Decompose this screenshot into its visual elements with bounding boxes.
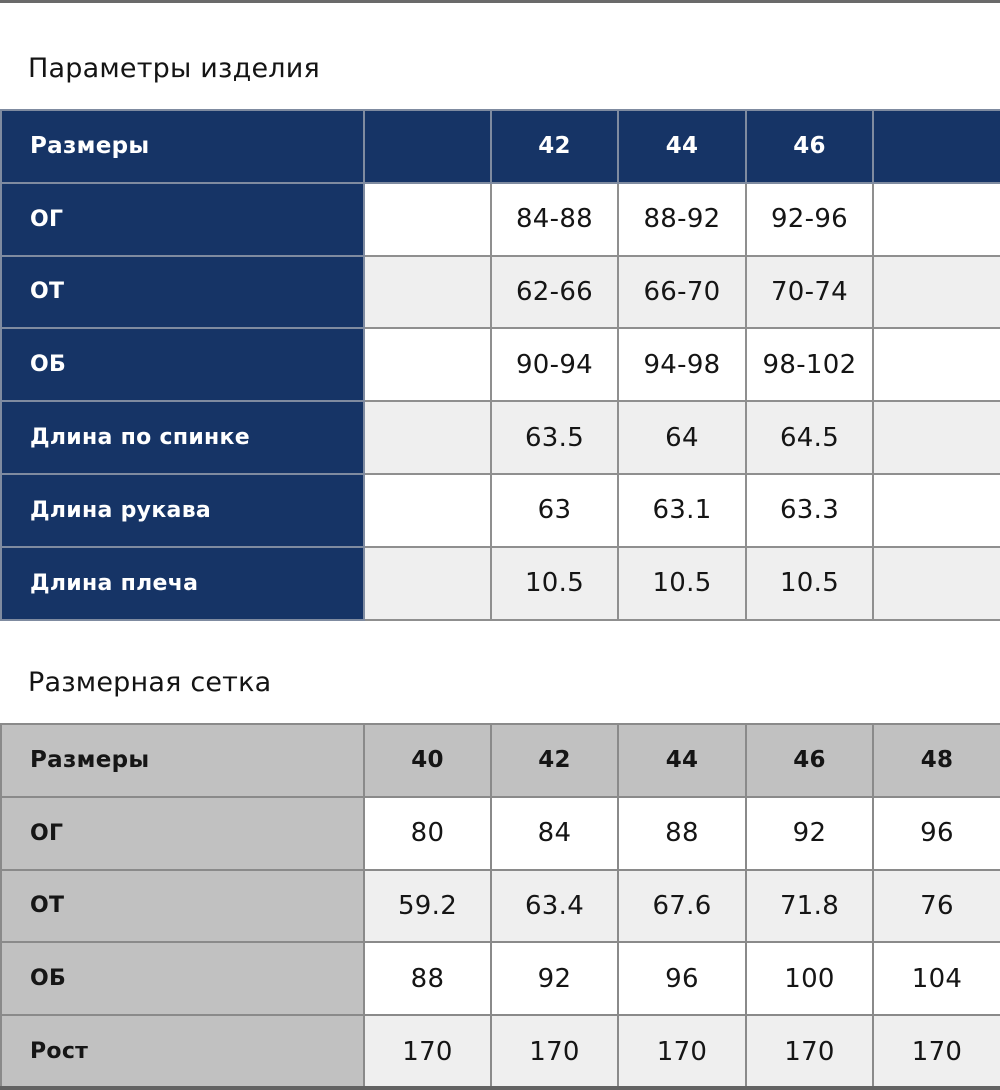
value-cell — [873, 256, 1000, 329]
value-cell: 170 — [364, 1015, 491, 1088]
value-cell — [364, 256, 491, 329]
value-cell — [873, 328, 1000, 401]
value-cell: 10.5 — [491, 547, 618, 620]
section-title-product-params: Параметры изделия — [28, 53, 320, 84]
value-cell — [364, 547, 491, 620]
header-size-cell: 44 — [618, 110, 746, 183]
size-grid-table — [0, 723, 1000, 1089]
value-cell: 98-102 — [746, 328, 873, 401]
row-label-cell: Длина рукава — [1, 474, 364, 547]
section-title-size-grid: Размерная сетка — [28, 667, 272, 698]
value-cell: 88-92 — [618, 183, 746, 256]
row-label-cell: ОБ — [1, 942, 364, 1015]
table-row — [1, 256, 1000, 329]
header-size-cell: 48 — [873, 724, 1000, 797]
header-label-cell: Размеры — [1, 724, 364, 797]
value-cell: 170 — [746, 1015, 873, 1088]
table-row — [1, 797, 1000, 870]
header-size-cell — [873, 110, 1000, 183]
header-size-cell: 40 — [364, 724, 491, 797]
row-label-cell: ОГ — [1, 797, 364, 870]
row-label-cell: ОТ — [1, 256, 364, 329]
value-cell: 170 — [873, 1015, 1000, 1088]
value-cell — [364, 401, 491, 474]
value-cell: 88 — [618, 797, 746, 870]
table-header-row — [1, 110, 1000, 183]
value-cell: 62-66 — [491, 256, 618, 329]
table-row — [1, 401, 1000, 474]
header-size-cell — [364, 110, 491, 183]
table-row — [1, 474, 1000, 547]
value-cell: 96 — [873, 797, 1000, 870]
value-cell: 71.8 — [746, 870, 873, 943]
value-cell: 92 — [746, 797, 873, 870]
header-size-cell: 42 — [491, 724, 618, 797]
value-cell: 96 — [618, 942, 746, 1015]
bottom-border-band — [0, 1086, 1000, 1090]
row-label-cell: ОГ — [1, 183, 364, 256]
header-label-cell: Размеры — [1, 110, 364, 183]
table-row — [1, 183, 1000, 256]
row-label-cell: Рост — [1, 1015, 364, 1088]
table-row — [1, 870, 1000, 943]
value-cell — [873, 547, 1000, 620]
value-cell — [873, 474, 1000, 547]
value-cell — [364, 328, 491, 401]
value-cell: 63.5 — [491, 401, 618, 474]
value-cell — [364, 474, 491, 547]
value-cell: 84 — [491, 797, 618, 870]
value-cell: 63.4 — [491, 870, 618, 943]
table-row — [1, 547, 1000, 620]
value-cell: 67.6 — [618, 870, 746, 943]
value-cell: 63.1 — [618, 474, 746, 547]
header-size-cell: 44 — [618, 724, 746, 797]
value-cell: 80 — [364, 797, 491, 870]
value-cell: 76 — [873, 870, 1000, 943]
value-cell: 88 — [364, 942, 491, 1015]
header-size-cell: 42 — [491, 110, 618, 183]
value-cell: 59.2 — [364, 870, 491, 943]
value-cell: 170 — [618, 1015, 746, 1088]
row-label-cell: Длина плеча — [1, 547, 364, 620]
value-cell: 92 — [491, 942, 618, 1015]
value-cell: 84-88 — [491, 183, 618, 256]
value-cell: 63.3 — [746, 474, 873, 547]
value-cell: 90-94 — [491, 328, 618, 401]
value-cell: 64.5 — [746, 401, 873, 474]
value-cell: 170 — [491, 1015, 618, 1088]
value-cell: 63 — [491, 474, 618, 547]
value-cell: 66-70 — [618, 256, 746, 329]
value-cell: 70-74 — [746, 256, 873, 329]
value-cell: 94-98 — [618, 328, 746, 401]
value-cell — [873, 183, 1000, 256]
value-cell: 100 — [746, 942, 873, 1015]
value-cell: 10.5 — [746, 547, 873, 620]
table-header-row — [1, 724, 1000, 797]
table-row — [1, 942, 1000, 1015]
row-label-cell: Длина по спинке — [1, 401, 364, 474]
value-cell: 92-96 — [746, 183, 873, 256]
value-cell — [364, 183, 491, 256]
table-row — [1, 328, 1000, 401]
header-size-cell: 46 — [746, 724, 873, 797]
row-label-cell: ОТ — [1, 870, 364, 943]
product-params-table — [0, 109, 1000, 621]
row-label-cell: ОБ — [1, 328, 364, 401]
header-size-cell: 46 — [746, 110, 873, 183]
value-cell: 104 — [873, 942, 1000, 1015]
value-cell — [873, 401, 1000, 474]
table-row — [1, 1015, 1000, 1088]
top-border-band — [0, 0, 1000, 3]
value-cell: 10.5 — [618, 547, 746, 620]
value-cell: 64 — [618, 401, 746, 474]
